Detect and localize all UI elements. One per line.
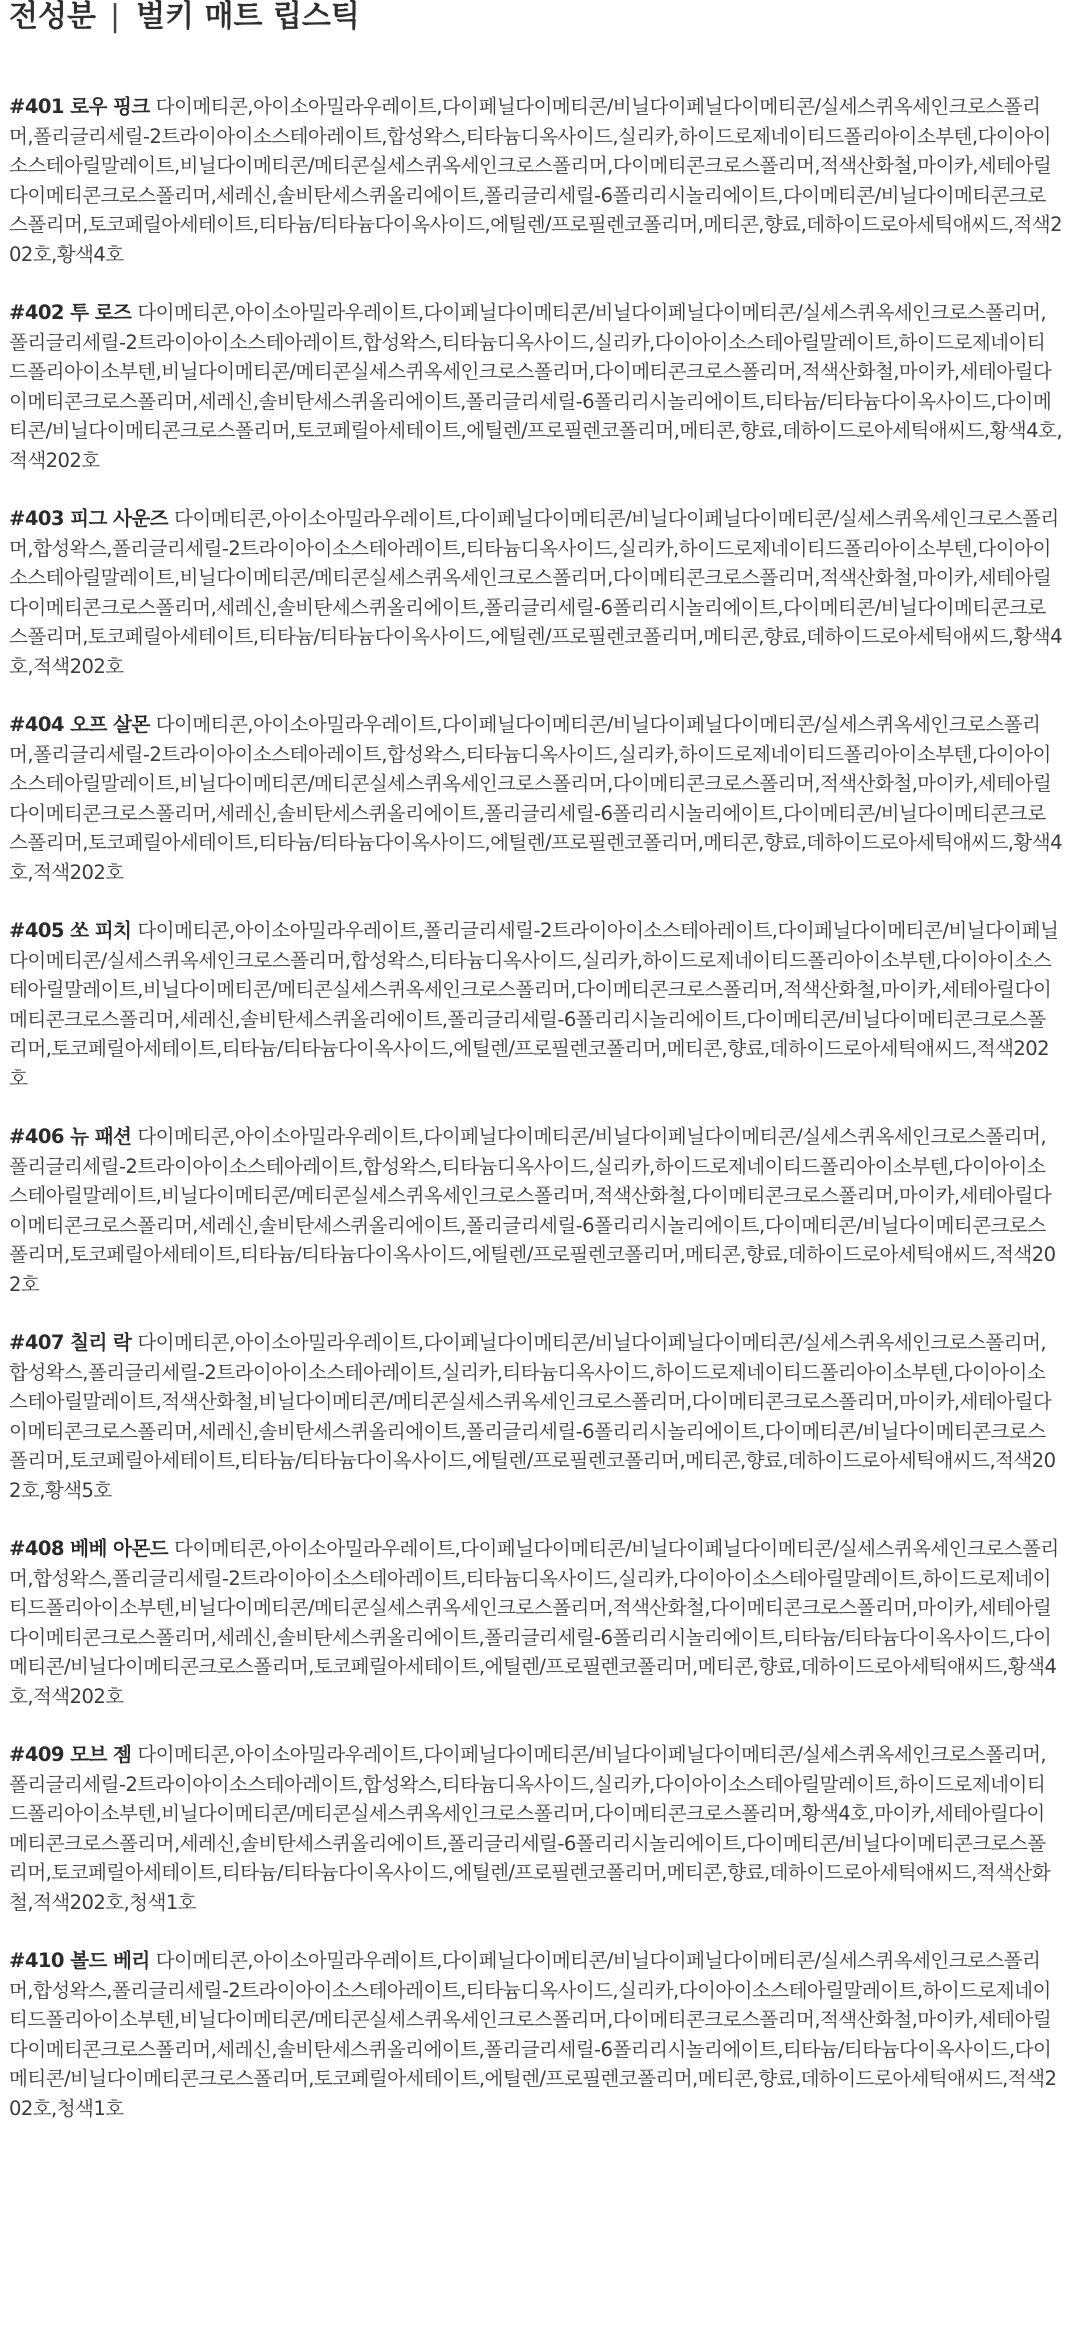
product-ingredients: 다이메티콘,아이소아밀라우레이트,다이페닐다이메티콘/비닐다이페닐다이메티콘/실세스퀴옥세인크로스폴리머,합성왁스,폴리글리세릴-2트라이아이소스테아레이트,실리카,티타늄디옥사이드,하이드로제네이티드폴리아이소부텐,다이아이소스테아릴말레이트,적색산화철,비닐다이메티콘/메티콘실세스퀴옥세인크로스폴리머,다이메티콘크로스폴리머,마이카,세테아릴다이메티콘크로스폴리머,세레신,솔비탄세스퀴올리에이트,폴리글리세릴-6폴리리시놀리에이트,다이메티콘/비닐다이메티콘크로스폴리머,토코페릴아세테이트,티타늄/티타늄다이옥사이드,에틸렌/프로필렌코폴리머,메티콘,향료,데하이드로아세틱애씨드,적색202호,황색5호	[9, 1331, 1056, 1502]
product-name: #401 로우 핑크	[9, 95, 150, 118]
header-author: 전성분	[9, 0, 96, 34]
header-separator: |	[109, 0, 121, 34]
product-ingredients: 다이메티콘,아이소아밀라우레이트,다이페닐다이메티콘/비닐다이페닐다이메티콘/실세스퀴옥세인크로스폴리머,폴리글리세릴-2트라이아이소스테아레이트,합성왁스,티타늄디옥사이드,실리카,하이드로제네이티드폴리아이소부텐,다이아이소스테아릴말레이트,비닐다이메티콘/메티콘실세스퀴옥세인크로스폴리머,적색산화철,다이메티콘크로스폴리머,마이카,세테아릴다이메티콘크로스폴리머,세레신,솔비탄세스퀴올리에이트,폴리글리세릴-6폴리리시놀리에이트,다이메티콘/비닐다이메티콘크로스폴리머,토코페릴아세테이트,티타늄/티타늄다이옥사이드,에틸렌/프로필렌코폴리머,메티콘,향료,데하이드로아세틱애씨드,적색202호	[9, 1125, 1056, 1296]
product-entry-401	[9, 92, 1062, 269]
product-entry-402	[9, 298, 1062, 475]
product-ingredients: 다이메티콘,아이소아밀라우레이트,폴리글리세릴-2트라이아이소스테아레이트,다이페닐다이메티콘/비닐다이페닐다이메티콘/실세스퀴옥세인크로스폴리머,합성왁스,티타늄디옥사이드,실리카,하이드로제네이티드폴리아이소부텐,다이아이소스테아릴말레이트,비닐다이메티콘/메티콘실세스퀴옥세인크로스폴리머,다이메티콘크로스폴리머,적색산화철,마이카,세테아릴다이메티콘크로스폴리머,세레신,솔비탄세스퀴올리에이트,폴리글리세릴-6폴리리시놀리에이트,다이메티콘/비닐다이메티콘크로스폴리머,토코페릴아세테이트,티타늄/티타늄다이옥사이드,에틸렌/프로필렌코폴리머,메티콘,향료,데하이드로아세틱애씨드,적색202호	[9, 919, 1059, 1090]
product-name: #408 베베 아몬드	[9, 1537, 168, 1560]
product-ingredients: 다이메티콘,아이소아밀라우레이트,다이페닐다이메티콘/비닐다이페닐다이메티콘/실세스퀴옥세인크로스폴리머,합성왁스,폴리글리세릴-2트라이아이소스테아레이트,티타늄디옥사이드,실리카,하이드로제네이티드폴리아이소부텐,다이아이소스테아릴말레이트,비닐다이메티콘/메티콘실세스퀴옥세인크로스폴리머,다이메티콘크로스폴리머,적색산화철,마이카,세테아릴다이메티콘크로스폴리머,세레신,솔비탄세스퀴올리에이트,폴리글리세릴-6폴리리시놀리에이트,다이메티콘/비닐다이메티콘크로스폴리머,토코페릴아세테이트,티타늄/티타늄다이옥사이드,에틸렌/프로필렌코폴리머,메티콘,향료,데하이드로아세틱애씨드,황색4호,적색202호	[9, 507, 1062, 678]
product-name: #406 뉴 패션	[9, 1125, 132, 1148]
product-ingredients: 다이메티콘,아이소아밀라우레이트,다이페닐다이메티콘/비닐다이페닐다이메티콘/실세스퀴옥세인크로스폴리머,합성왁스,폴리글리세릴-2트라이아이소스테아레이트,티타늄디옥사이드,실리카,다이아이소스테아릴말레이트,하이드로제네이티드폴리아이소부텐,비닐다이메티콘/메티콘실세스퀴옥세인크로스폴리머,적색산화철,다이메티콘크로스폴리머,마이카,세테아릴다이메티콘크로스폴리머,세레신,솔비탄세스퀴올리에이트,폴리글리세릴-6폴리리시놀리에이트,티타늄/티타늄다이옥사이드,다이메티콘/비닐다이메티콘크로스폴리머,토코페릴아세테이트,에틸렌/프로필렌코폴리머,메티콘,향료,데하이드로아세틱애씨드,황색4호,적색202호	[9, 1537, 1059, 1708]
product-entry-404	[9, 710, 1062, 887]
product-entry-403	[9, 504, 1062, 681]
product-name: #409 모브 젬	[9, 1743, 132, 1766]
product-ingredients: 다이메티콘,아이소아밀라우레이트,다이페닐다이메티콘/비닐다이페닐다이메티콘/실세스퀴옥세인크로스폴리머,합성왁스,폴리글리세릴-2트라이아이소스테아레이트,티타늄디옥사이드,실리카,다이아이소스테아릴말레이트,하이드로제네이티드폴리아이소부텐,비닐다이메티콘/메티콘실세스퀴옥세인크로스폴리머,다이메티콘크로스폴리머,적색산화철,마이카,세테아릴다이메티콘크로스폴리머,세레신,솔비탄세스퀴올리에이트,폴리글리세릴-6폴리리시놀리에이트,티타늄/티타늄다이옥사이드,다이메티콘/비닐다이메티콘크로스폴리머,토코페릴아세테이트,에틸렌/프로필렌코폴리머,메티콘,향료,데하이드로아세틱애씨드,적색202호,청색1호	[9, 1949, 1057, 2120]
product-entry-408	[9, 1534, 1062, 1711]
product-ingredients: 다이메티콘,아이소아밀라우레이트,다이페닐다이메티콘/비닐다이페닐다이메티콘/실세스퀴옥세인크로스폴리머,폴리글리세릴-2트라이아이소스테아레이트,합성왁스,티타늄디옥사이드,실리카,하이드로제네이티드폴리아이소부텐,다이아이소스테아릴말레이트,비닐다이메티콘/메티콘실세스퀴옥세인크로스폴리머,다이메티콘크로스폴리머,적색산화철,마이카,세테아릴다이메티콘크로스폴리머,세레신,솔비탄세스퀴올리에이트,폴리글리세릴-6폴리리시놀리에이트,다이메티콘/비닐다이메티콘크로스폴리머,토코페릴아세테이트,티타늄/티타늄다이옥사이드,에틸렌/프로필렌코폴리머,메티콘,향료,데하이드로아세틱애씨드,황색4호,적색202호	[9, 713, 1062, 884]
product-name: #405 쏘 피치	[9, 919, 132, 942]
product-list	[9, 92, 1062, 2123]
product-entry-406	[9, 1122, 1062, 1299]
product-ingredients: 다이메티콘,아이소아밀라우레이트,다이페닐다이메티콘/비닐다이페닐다이메티콘/실세스퀴옥세인크로스폴리머,폴리글리세릴-2트라이아이소스테아레이트,합성왁스,티타늄디옥사이드,실리카,다이아이소스테아릴말레이트,하이드로제네이티드폴리아이소부텐,비닐다이메티콘/메티콘실세스퀴옥세인크로스폴리머,다이메티콘크로스폴리머,적색산화철,마이카,세테아릴다이메티콘크로스폴리머,세레신,솔비탄세스퀴올리에이트,폴리글리세릴-6폴리리시놀리에이트,티타늄/티타늄다이옥사이드,다이메티콘/비닐다이메티콘크로스폴리머,토코페릴아세테이트,에틸렌/프로필렌코폴리머,메티콘,향료,데하이드로아세틱애씨드,황색4호,적색202호	[9, 301, 1062, 472]
product-name: #404 오프 살몬	[9, 713, 150, 736]
product-name: #403 피그 사운즈	[9, 507, 168, 530]
product-entry-405	[9, 916, 1062, 1093]
product-name: #402 투 로즈	[9, 301, 132, 324]
product-name: #407 칠리 락	[9, 1331, 132, 1354]
product-name: #410 볼드 베리	[9, 1949, 150, 1972]
product-ingredients: 다이메티콘,아이소아밀라우레이트,다이페닐다이메티콘/비닐다이페닐다이메티콘/실세스퀴옥세인크로스폴리머,폴리글리세릴-2트라이아이소스테아레이트,합성왁스,티타늄디옥사이드,실리카,하이드로제네이티드폴리아이소부텐,다이아이소스테아릴말레이트,비닐다이메티콘/메티콘실세스퀴옥세인크로스폴리머,다이메티콘크로스폴리머,적색산화철,마이카,세테아릴다이메티콘크로스폴리머,세레신,솔비탄세스퀴올리에이트,폴리글리세릴-6폴리리시놀리에이트,다이메티콘/비닐다이메티콘크로스폴리머,토코페릴아세테이트,티타늄/티타늄다이옥사이드,에틸렌/프로필렌코폴리머,메티콘,향료,데하이드로아세틱애씨드,적색202호,황색4호	[9, 95, 1062, 266]
product-entry-409	[9, 1740, 1062, 1917]
page-header	[9, 0, 1062, 36]
product-entry-410	[9, 1946, 1062, 2123]
product-ingredients: 다이메티콘,아이소아밀라우레이트,다이페닐다이메티콘/비닐다이페닐다이메티콘/실세스퀴옥세인크로스폴리머,폴리글리세릴-2트라이아이소스테아레이트,합성왁스,티타늄디옥사이드,실리카,다이아이소스테아릴말레이트,하이드로제네이티드폴리아이소부텐,비닐다이메티콘/메티콘실세스퀴옥세인크로스폴리머,다이메티콘크로스폴리머,황색4호,마이카,세테아릴다이메티콘크로스폴리머,세레신,솔비탄세스퀴올리에이트,폴리글리세릴-6폴리리시놀리에이트,다이메티콘/비닐다이메티콘크로스폴리머,토코페릴아세테이트,티타늄/티타늄다이옥사이드,에틸렌/프로필렌코폴리머,메티콘,향료,데하이드로아세틱애씨드,적색산화철,적색202호,청색1호	[9, 1743, 1051, 1914]
product-entry-407	[9, 1328, 1062, 1505]
page-title: 벌키 매트 립스틱	[136, 0, 360, 34]
